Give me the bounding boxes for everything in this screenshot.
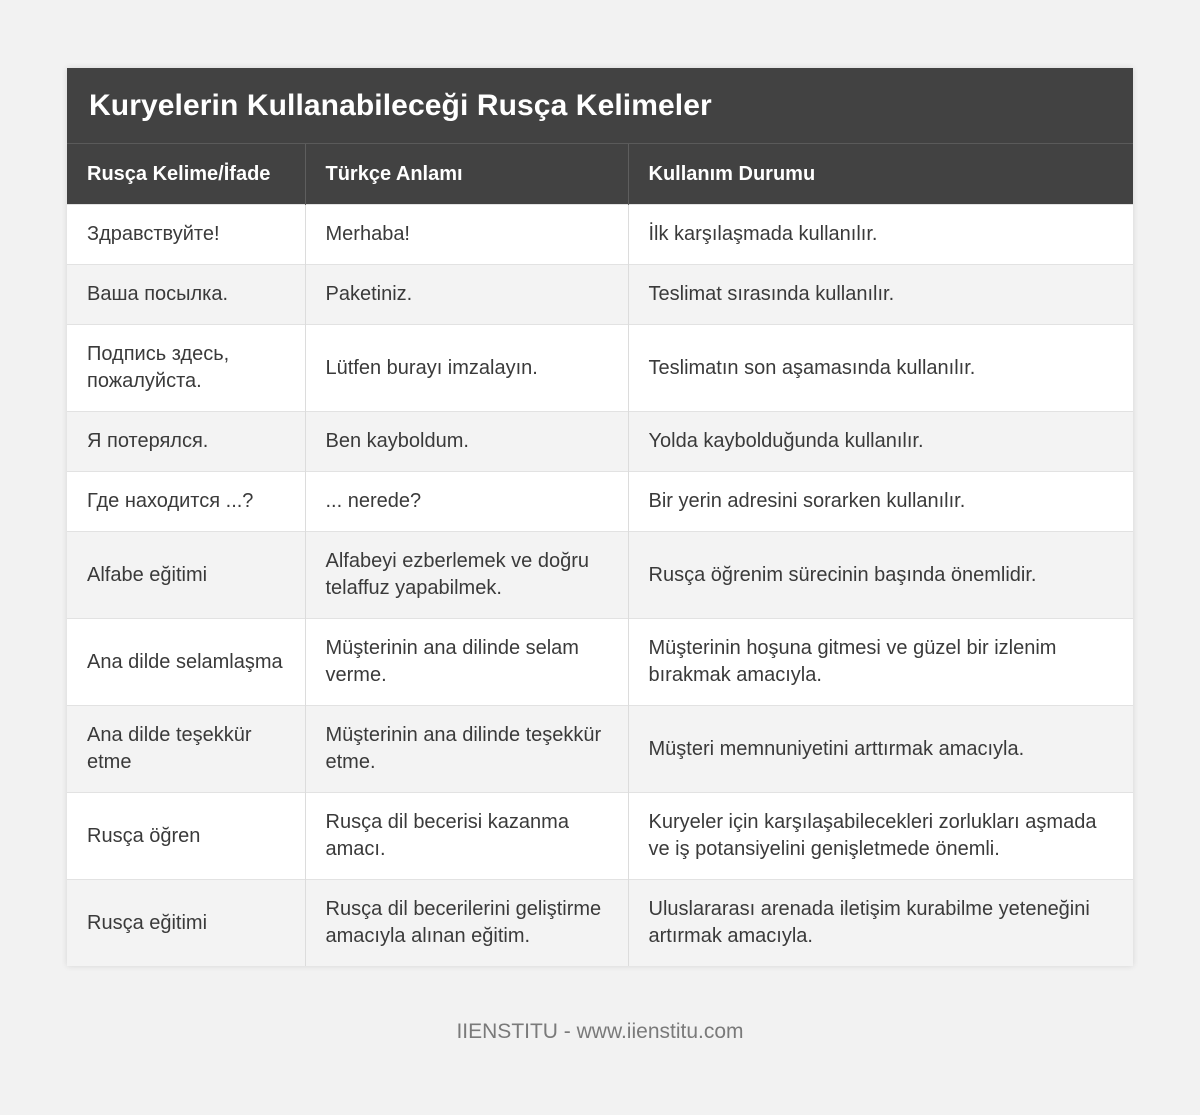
cell-turkish: Ben kayboldum.: [305, 412, 628, 472]
cell-usage: Müşterinin hoşuna gitmesi ve güzel bir izlenim bırakmak amacıyla.: [628, 619, 1133, 706]
table-row: [67, 793, 1133, 880]
table-row: [67, 619, 1133, 706]
cell-usage: Teslimatın son aşamasında kullanılır.: [628, 325, 1133, 412]
vocabulary-table: [67, 144, 1133, 966]
table-card: [67, 68, 1133, 966]
title-bar: [67, 68, 1133, 144]
cell-russian: Alfabe eğitimi: [67, 532, 305, 619]
cell-russian: Rusça eğitimi: [67, 880, 305, 967]
table-row: [67, 472, 1133, 532]
cell-turkish: Müşterinin ana dilinde teşekkür etme.: [305, 706, 628, 793]
cell-russian: Ваша посылка.: [67, 265, 305, 325]
cell-usage: Teslimat sırasında kullanılır.: [628, 265, 1133, 325]
cell-turkish: Rusça dil becerilerini geliştirme amacıyla alınan eğitim.: [305, 880, 628, 967]
cell-turkish: Paketiniz.: [305, 265, 628, 325]
cell-usage: Rusça öğrenim sürecinin başında önemlidir.: [628, 532, 1133, 619]
table-row: [67, 205, 1133, 265]
cell-russian: Где находится ...?: [67, 472, 305, 532]
cell-usage: İlk karşılaşmada kullanılır.: [628, 205, 1133, 265]
column-header-russian: Rusça Kelime/İfade: [67, 144, 305, 205]
cell-usage: Müşteri memnuniyetini arttırmak amacıyla.: [628, 706, 1133, 793]
cell-russian: Подпись здесь, пожалуйста.: [67, 325, 305, 412]
cell-turkish: Merhaba!: [305, 205, 628, 265]
table-row: [67, 265, 1133, 325]
column-header-usage: Kullanım Durumu: [628, 144, 1133, 205]
cell-russian: Rusça öğren: [67, 793, 305, 880]
cell-turkish: Rusça dil becerisi kazanma amacı.: [305, 793, 628, 880]
cell-turkish: Müşterinin ana dilinde selam verme.: [305, 619, 628, 706]
cell-russian: Ana dilde selamlaşma: [67, 619, 305, 706]
cell-usage: Uluslararası arenada iletişim kurabilme yeteneğini artırmak amacıyla.: [628, 880, 1133, 967]
table-row: [67, 706, 1133, 793]
cell-russian: Здравствуйте!: [67, 205, 305, 265]
table-row: [67, 325, 1133, 412]
cell-turkish: Alfabeyi ezberlemek ve doğru telaffuz yapabilmek.: [305, 532, 628, 619]
cell-russian: Ana dilde teşekkür etme: [67, 706, 305, 793]
header-row: [67, 144, 1133, 205]
footer-credit: IIENSTITU - www.iienstitu.com: [456, 1020, 744, 1043]
cell-usage: Yolda kaybolduğunda kullanılır.: [628, 412, 1133, 472]
cell-turkish: Lütfen burayı imzalayın.: [305, 325, 628, 412]
table-row: [67, 880, 1133, 967]
cell-usage: Kuryeler için karşılaşabilecekleri zorlukları aşmada ve iş potansiyelini genişletmede önemli.: [628, 793, 1133, 880]
table-row: [67, 412, 1133, 472]
table-title: Kuryelerin Kullanabileceği Rusça Kelimeler: [89, 88, 712, 122]
cell-usage: Bir yerin adresini sorarken kullanılır.: [628, 472, 1133, 532]
cell-russian: Я потерялся.: [67, 412, 305, 472]
table-row: [67, 532, 1133, 619]
cell-turkish: ... nerede?: [305, 472, 628, 532]
column-header-turkish: Türkçe Anlamı: [305, 144, 628, 205]
